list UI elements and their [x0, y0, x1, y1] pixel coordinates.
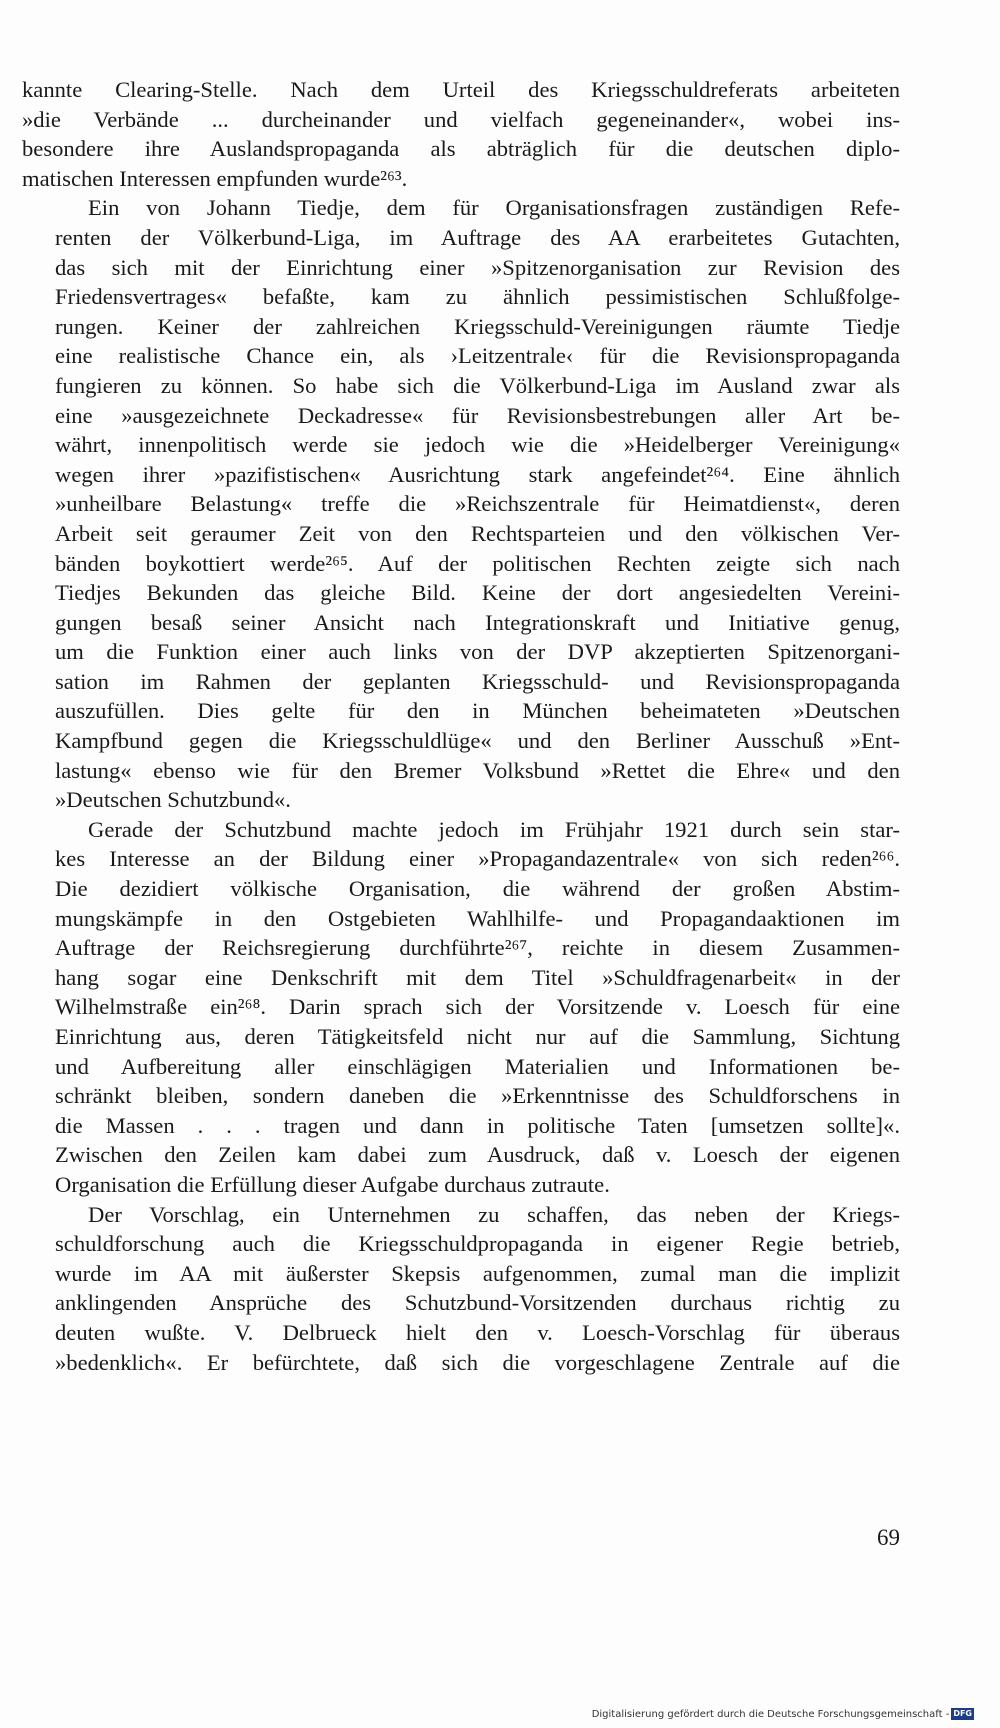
text-line: um die Funktion einer auch links von der DVP akzeptierten Spitzenorgani- [55, 639, 900, 665]
text-line: deuten wußte. V. Delbrueck hielt den v. Loesch-Vorschlag für überaus [55, 1319, 900, 1345]
text-line: Zwischen den Zeilen kam dabei zum Ausdruck, daß v. Loesch der eigenen [55, 1142, 900, 1168]
text-line: gungen besaß seiner Ansicht nach Integrationskraft und Initiative genug, [55, 609, 900, 635]
digitization-credit [592, 1708, 974, 1720]
text-line: mungskämpfe in den Ostgebieten Wahlhilfe- und Propagandaaktionen im [55, 905, 900, 931]
text-line: kannte Clearing-Stelle. Nach dem Urteil des Kriegsschuldreferats arbeiteten [22, 77, 900, 102]
text-line: Auftrage der Reichsregierung durchführte²⁶⁷, reichte in diesem Zusammen- [55, 935, 900, 961]
text-line: hang sogar eine Denkschrift mit dem Titel »Schuldfragenarbeit« in der [55, 964, 900, 990]
page-number: 69 [877, 1525, 900, 1550]
text-line: renten der Völkerbund-Liga, im Auftrage des AA erarbeitetes Gutachten, [55, 224, 900, 250]
dfg-logo: DFG [953, 1709, 972, 1718]
text-line: Wilhelmstraße ein²⁶⁸. Darin sprach sich der Vorsitzende v. Loesch für eine [55, 994, 900, 1020]
paragraph [22, 193, 900, 814]
text-line: wurde im AA mit äußerster Skepsis aufgenommen, zumal man die implizit [55, 1260, 900, 1286]
text-line: »die Verbände ... durcheinander und vielfach gegeneinander«, wobei ins- [22, 106, 900, 132]
paragraph [22, 815, 900, 1200]
text-line: Gerade der Schutzbund machte jedoch im Frühjahr 1921 durch sein star- [88, 816, 900, 842]
text-line: besondere ihre Auslandspropaganda als abträglich für die deutschen diplo- [22, 136, 900, 162]
text-line: auszufüllen. Dies gelte für den in München beheimateten »Deutschen [55, 698, 900, 724]
text-line: eine realistische Chance ein, als ›Leitzentrale‹ für die Revisionspropaganda [55, 343, 900, 369]
text-line: »bedenklich«. Er befürchtete, daß sich die vorgeschlagene Zentrale auf die [55, 1349, 900, 1375]
text-line: Tiedjes Bekunden das gleiche Bild. Keine der dort angesiedelten Vereini- [55, 580, 900, 606]
text-line: »unheilbare Belastung« treffe die »Reichszentrale für Heimatdienst«, deren [55, 491, 900, 517]
text-line: bänden boykottiert werde²⁶⁵. Auf der politischen Rechten zeigte sich nach [55, 550, 900, 576]
body-text [22, 75, 900, 1377]
text-line: Ein von Johann Tiedje, dem für Organisationsfragen zuständigen Refe- [88, 195, 900, 221]
text-line: Kampfbund gegen die Kriegsschuldlüge« und den Berliner Ausschuß »Ent- [55, 728, 900, 754]
text-line: Die dezidiert völkische Organisation, die während der großen Abstim- [55, 876, 900, 902]
text-line: fungieren zu können. So habe sich die Völkerbund-Liga im Ausland zwar als [55, 372, 900, 398]
text-line: sation im Rahmen der geplanten Kriegsschuld- und Revisionspropaganda [55, 668, 900, 694]
text-line: rungen. Keiner der zahlreichen Kriegsschuld-Vereinigungen räumte Tiedje [55, 313, 900, 339]
text-line: das sich mit der Einrichtung einer »Spitzenorganisation zur Revision des [55, 254, 900, 280]
text-line: Organisation die Erfüllung dieser Aufgabe durchaus zutraute. [55, 1171, 610, 1197]
text-line: die Massen . . . tragen und dann in politische Taten [umsetzen sollte]«. [55, 1112, 900, 1138]
paragraph [22, 1200, 900, 1378]
text-line: wegen ihrer »pazifistischen« Ausrichtung stark angefeindet²⁶⁴. Eine ähnlich [55, 461, 900, 487]
text-line: und Aufbereitung aller einschlägigen Materialien und Informationen be- [55, 1053, 900, 1079]
text-line: kes Interesse an der Bildung einer »Propagandazentrale« von sich reden²⁶⁶. [55, 846, 900, 872]
paragraph [22, 75, 900, 193]
text-line: schuldforschung auch die Kriegsschuldpropaganda in eigener Regie betrieb, [55, 1231, 900, 1257]
text-line: Der Vorschlag, ein Unternehmen zu schaffen, das neben der Kriegs- [88, 1201, 900, 1227]
text-line: eine »ausgezeichnete Deckadresse« für Revisionsbestrebungen aller Art be- [55, 402, 900, 428]
text-line: Arbeit seit geraumer Zeit von den Rechtsparteien und den völkischen Ver- [55, 520, 900, 546]
text-line: Einrichtung aus, deren Tätigkeitsfeld nicht nur auf die Sammlung, Sichtung [55, 1024, 900, 1049]
text-line: schränkt bleiben, sondern daneben die »Erkenntnisse des Schuldforschens in [55, 1083, 900, 1109]
text-line: währt, innenpolitisch werde sie jedoch wie die »Heidelberger Vereinigung« [55, 432, 900, 458]
text-line: anklingenden Ansprüche des Schutzbund-Vorsitzenden durchaus richtig zu [55, 1290, 900, 1316]
text-line: »Deutschen Schutzbund«. [55, 787, 291, 813]
text-line: lastung« ebenso wie für den Bremer Volksbund »Rettet die Ehre« und den [55, 757, 900, 783]
text-line: matischen Interessen empfunden wurde²⁶³. [22, 165, 408, 191]
digitization-credit-text: Digitalisierung gefördert durch die Deutsche Forschungsgemeinschaft - [591, 1708, 950, 1720]
text-line: Friedensvertrages« befaßte, kam zu ähnlich pessimistischen Schlußfolge- [55, 284, 900, 310]
